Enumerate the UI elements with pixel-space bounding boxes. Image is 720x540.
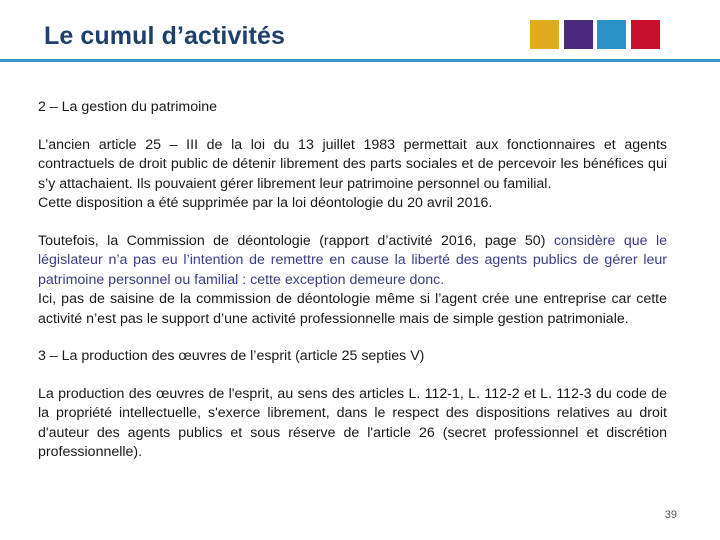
paragraph-no-referral: Ici, pas de saisine de la commission de déontologie même si l’agent crée une entreprise car cette activité n’est pas le support d’une activité professionnelle mais de simple gestion patrimoniale.	[38, 291, 667, 327]
slide-body	[38, 98, 667, 463]
paragraph-intellectual-works: La production des œuvres de l'esprit, au sens des articles L. 112-1, L. 112-2 et L. 112-3 du code de la propriété intellectuelle, s'exerce librement, dans le respect des dispositions relatives au droit d'auteur des agents publics et sous réserve de l'article 26 (secret professionnel et discrétion professionnelle).	[38, 385, 667, 460]
paragraph-former-article: L’ancien article 25 – III de la loi du 13 juillet 1983 permettait aux fonctionnaires et agents contractuels de droit public de détenir librement des parts sociales et de percevoir les bénéfices qui s’y attachaient. Ils pouvaient gérer librement leur patrimoine personnel ou familial.	[38, 136, 667, 192]
purple-square	[564, 20, 593, 49]
commission-lead-text: Toutefois, la Commission de déontologie (rapport d’activité 2016, page 50)	[38, 232, 554, 249]
paragraph-suppression: Cette disposition a été supprimée par la loi déontologie du 20 avril 2016.	[38, 195, 493, 211]
blue-square	[597, 20, 626, 49]
red-square	[631, 20, 660, 49]
section-3-heading: 3 – La production des œuvres de l’esprit (article 25 septies V)	[38, 348, 425, 364]
page-title: Le cumul d’activités	[44, 22, 285, 50]
commission-highlight-text: considère que le législateur n’a pas eu l’intention de remettre en cause la liberté des agents publics de gérer leur patrimoine personnel ou familial : cette exception demeure donc.	[38, 232, 667, 288]
paragraph-commission-opinion	[38, 232, 667, 291]
title-divider	[0, 59, 720, 62]
yellow-square	[530, 20, 559, 49]
section-2-heading: 2 – La gestion du patrimoine	[38, 99, 218, 115]
page-number: 39	[664, 509, 677, 521]
